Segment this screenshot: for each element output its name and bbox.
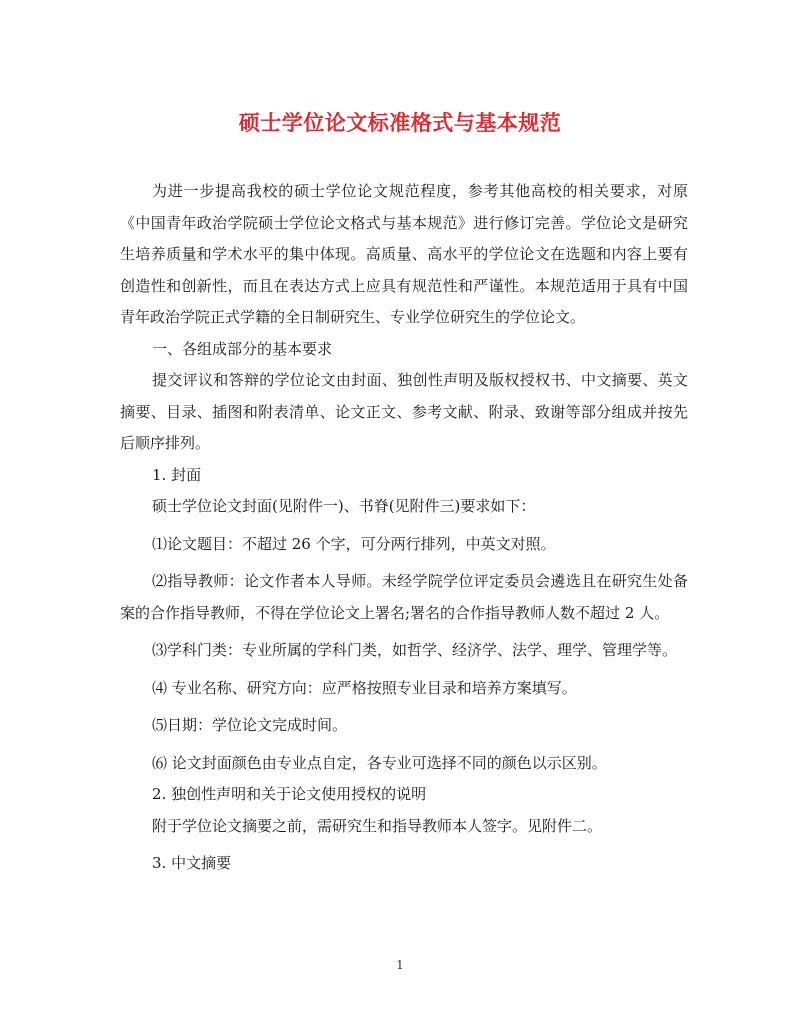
cover-heading: 1. 封面 [152, 465, 202, 484]
originality-heading: 2. 独创性声明和关于论文使用授权的说明 [152, 785, 427, 803]
document-title: 硕士学位论文标准格式与基本规范 [238, 110, 562, 135]
cover-item-title: ⑴论文题目：不超过 26 个字，可分两行排列，中英文对照。 [152, 534, 556, 553]
document-body [120, 176, 688, 880]
section-heading: 一、各组成部分的基本要求 [152, 339, 333, 358]
cover-item-date: ⑸日期：学位论文完成时间。 [152, 716, 348, 734]
cover-item-major: ⑷ 专业名称、研究方向：应严格按照专业目录和培养方案填写。 [152, 678, 577, 697]
intro-paragraph: 为进一步提高我校的硕士学位论文规范程度，参考其他高校的相关要求，对原《中国青年政治学院硕士学位论文格式与基本规范》进行修订完善。学位论文是研究生培养质量和学术水平的集中体现。高质量、高水平的学位论文在选题和内容上要有创造性和创新性，而且在表达方式上应具有规范性和严谨性。本规范适用于具有中国青年政治学院正式学籍的全日制研究生、专业学位研究生的学位论文。 [120, 182, 688, 326]
cover-item-discipline: ⑶学科门类：专业所属的学科门类，如哲学、经济学、法学、理学、管理学等。 [152, 641, 678, 659]
section-paragraph: 提交评议和答辩的学位论文由封面、独创性声明及版权授权书、中文摘要、英文摘要、目录、插图和附表清单、论文正文、参考文献、附录、致谢等部分组成并按先后顺序排列。 [120, 371, 688, 452]
cover-item-advisor: ⑵指导教师：论文作者本人导师。未经学院学位评定委员会遴选且在研究生处备案的合作指导教师，不得在学位论文上署名;署名的合作指导教师人数不超过 2 人。 [120, 572, 688, 622]
originality-paragraph: 附于学位论文摘要之前，需研究生和指导教师本人签字。见附件二。 [152, 816, 603, 835]
cover-item-color: ⑹ 论文封面颜色由专业点自定，各专业可选择不同的颜色以示区别。 [152, 753, 607, 772]
abstract-heading: 3. 中文摘要 [152, 854, 232, 872]
cover-intro: 硕士学位论文封面(见附件一)、书脊(见附件三)要求如下： [152, 497, 536, 515]
page-number: 1 [396, 958, 404, 972]
